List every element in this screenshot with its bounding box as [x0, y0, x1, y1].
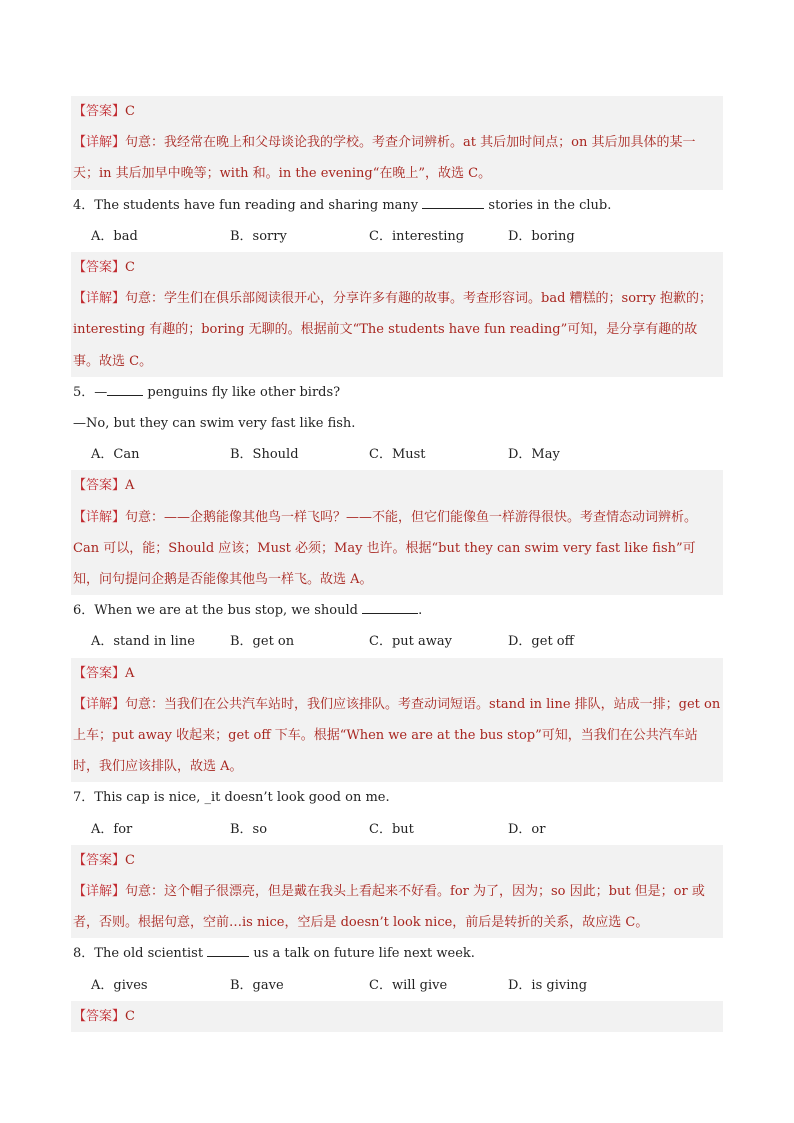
option-c: C．but [369, 821, 414, 837]
explanation-line [71, 502, 723, 596]
answer-value: A [125, 665, 135, 681]
explanation-tag: 【详解】 [73, 696, 126, 712]
question-stem [71, 782, 723, 813]
question-text: stories in the club. [484, 197, 612, 213]
explanation-line [71, 283, 723, 377]
question-stem [71, 377, 723, 408]
question-stem [71, 190, 723, 221]
answer-box [71, 96, 723, 190]
question-text: The students have fun reading and sharing many [94, 197, 423, 213]
answer-box [71, 658, 723, 783]
option-d: D．is giving [508, 977, 588, 993]
explanation-text: 句意：当我们在公共汽车站时，我们应该排队。考查动词短语。stand in line 排队，站成一排；get on 上车；put away 收起来；get off 下车。根据“When we are at the bus stop”可知，当我们在公共汽车站时，我们应该排队，故选 A。 [73, 696, 721, 775]
answer-tag: 【答案】 [73, 1008, 126, 1024]
explanation-text: 句意：我经常在晚上和父母谈论我的学校。考查介词辨析。at 其后加时间点；on 其后加具体的某一天；in 其后加早中晚等；with 和。in the evening“在晚上”，故选 C。 [73, 135, 696, 182]
option-d: D．boring [508, 228, 575, 244]
question-number: 5． [73, 384, 95, 400]
option-c: C．interesting [369, 228, 465, 244]
answer-tag: 【答案】 [73, 104, 126, 119]
answer-value: C [125, 1008, 135, 1024]
option-d: D．May [508, 447, 560, 463]
question-text: —No, but they can swim very fast like fish. [73, 416, 356, 432]
explanation-text: 句意：这个帽子很漂亮，但是戴在我头上看起来不好看。for 为了，因为；so 因此；but 但是；or 或者，否则。根据句意，空前…is nice，空后是 doesn’t look nice，前后是转折的关系，故应选 C。 [73, 884, 705, 931]
answer-box [71, 252, 723, 377]
option-a: A．Can [91, 447, 140, 463]
options-row [71, 970, 723, 1001]
answer-line [71, 252, 723, 283]
question-stem [71, 595, 723, 626]
explanation-tag: 【详解】 [73, 135, 126, 151]
answer-line [71, 470, 723, 501]
explanation-line [71, 876, 723, 938]
answer-line [71, 658, 723, 689]
question-text: — [94, 384, 108, 400]
answer-blank [362, 601, 418, 614]
question-number: 7． [73, 790, 95, 806]
question-stem [71, 938, 723, 969]
option-a: A．bad [91, 228, 138, 244]
answer-box [71, 1001, 723, 1032]
question-number: 4． [73, 197, 95, 213]
answer-tag: 【答案】 [73, 665, 126, 681]
explanation-tag: 【详解】 [73, 509, 126, 525]
options-row [71, 221, 723, 252]
question-list [71, 96, 723, 1032]
answer-value: C [125, 852, 135, 868]
option-c: C．Must [369, 447, 426, 463]
option-a: A．gives [91, 977, 148, 993]
answer-blank [422, 196, 484, 209]
answer-value: C [125, 104, 135, 119]
answer-box [71, 470, 723, 595]
question-text: The old scientist [94, 946, 208, 962]
question-number: 8． [73, 946, 95, 962]
question-number: 6． [73, 603, 95, 619]
option-b: B．Should [230, 447, 299, 463]
answer-value: C [125, 260, 135, 276]
options-row [71, 814, 723, 845]
option-d: D．or [508, 821, 546, 837]
answer-line [71, 845, 723, 876]
answer-box [71, 845, 723, 939]
question-text: penguins fly like other birds? [143, 384, 341, 400]
option-b: B．gave [230, 977, 284, 993]
answer-tag: 【答案】 [73, 852, 126, 868]
option-a: A．for [91, 821, 133, 837]
answer-value: A [125, 478, 135, 494]
option-b: B．sorry [230, 228, 287, 244]
explanation-tag: 【详解】 [73, 884, 126, 900]
answer-tag: 【答案】 [73, 478, 126, 494]
explanation-tag: 【详解】 [73, 291, 126, 307]
answer-blank [207, 944, 249, 957]
question-text: When we are at the bus stop, we should [94, 603, 363, 619]
option-d: D．get off [508, 634, 574, 650]
options-row [71, 439, 723, 470]
question-text: . [418, 603, 423, 619]
explanation-line [71, 689, 723, 783]
answer-blank [107, 383, 143, 396]
answer-line [71, 96, 723, 127]
question-stem [71, 408, 723, 439]
question-text: This cap is nice, _it doesn’t look good on me. [94, 790, 390, 806]
option-b: B．so [230, 821, 268, 837]
explanation-text: 句意：学生们在俱乐部阅读很开心，分享许多有趣的故事。考查形容词。bad 糟糕的；sorry 抱歉的；interesting 有趣的；boring 无聊的。根据前文“The students have fun reading”可知，是分享有趣的故事。故选 C。 [73, 291, 712, 369]
option-c: C．will give [369, 977, 448, 993]
option-c: C．put away [369, 634, 452, 650]
option-b: B．get on [230, 634, 295, 650]
explanation-text: 句意：——企鹅能像其他鸟一样飞吗？——不能，但它们能像鱼一样游得很快。考查情态动词辨析。Can 可以，能；Should 应该；Must 必须；May 也许。根据“but they can swim very fast like fish”可知，问句提问企鹅是否能像其他鸟一样飞。故选 A。 [73, 509, 698, 588]
option-a: A．stand in line [91, 634, 195, 650]
answer-line [71, 1001, 723, 1032]
answer-tag: 【答案】 [73, 260, 126, 276]
options-row [71, 626, 723, 657]
question-text: us a talk on future life next week. [249, 946, 475, 962]
explanation-line [71, 127, 723, 189]
